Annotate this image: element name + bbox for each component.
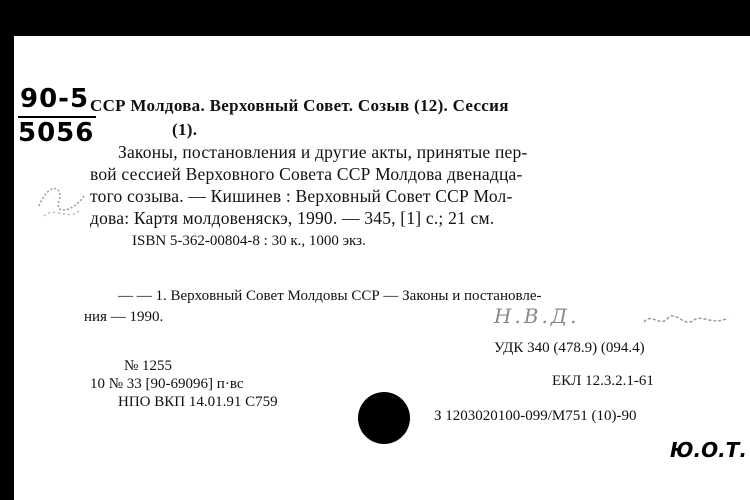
ekl-code: ЕКЛ 12.3.2.1-61 — [552, 373, 654, 389]
handwritten-code-top: 90-5 — [20, 84, 90, 114]
udk-code: УДК 340 (478.9) (094.4) — [494, 340, 645, 356]
handwritten-code-bottom: 5056 — [18, 118, 95, 148]
punch-hole — [358, 392, 410, 444]
entry-body-line1: Законы, постановления и другие акты, принятые пер- — [118, 142, 528, 162]
entry-body-line4: дова: Картя молдовеняскэ, 1990. — 345, [1] с.; 21 см. — [90, 208, 495, 228]
isbn-line: ISBN 5-362-00804-8 : 30 к., 1000 экз. — [132, 233, 366, 249]
catalog-card — [14, 36, 750, 500]
stamp-scribble — [642, 308, 732, 332]
handwritten-mark: Ю.О.Т. — [670, 438, 747, 462]
entry-heading-line2: (1). — [172, 120, 198, 139]
entry-body-line2: вой сессией Верховного Совета ССР Молдова двенадца- — [90, 164, 523, 184]
subject-line1: — — 1. Верховный Совет Молдовы ССР — Законы и постановле- — [118, 288, 542, 304]
subject-line2: ния — 1990. — [84, 309, 164, 325]
entry-heading-line1: ССР Молдова. Верховный Совет. Созыв (12). Сессия — [90, 96, 509, 115]
registry-number: № 1255 — [124, 358, 173, 374]
registry-line3: НПО ВКП 14.01.91 С759 — [118, 394, 278, 410]
registry-line2: 10 № 33 [90-69096] п·вс — [90, 376, 244, 392]
pencil-mark — [34, 176, 94, 226]
z-code: З 1203020100-099/М751 (10)-90 — [434, 408, 637, 424]
library-stamp: Н.В.Д. — [494, 304, 580, 328]
entry-body-line3: того созыва. — Кишинев : Верховный Совет ССР Мол- — [90, 186, 513, 206]
